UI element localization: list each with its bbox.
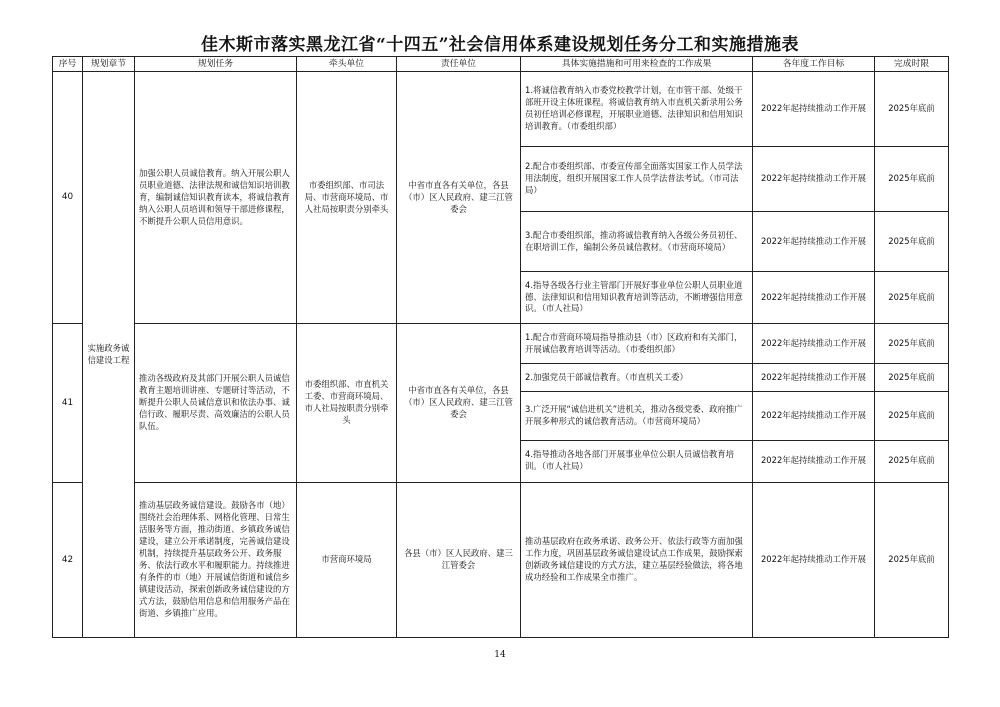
header-cell: 牵头单位 [297, 57, 397, 72]
row-number: 42 [53, 482, 83, 637]
document-title: 佳木斯市落实黑龙江省“十四五”社会信用体系建设规划任务分工和实施措施表 [200, 35, 800, 55]
goal-cell: 2022年起持续推动工作开展 [753, 72, 875, 147]
task-table [52, 56, 949, 638]
header-cell: 序号 [53, 57, 83, 72]
page-number: 14 [494, 650, 506, 660]
deadline-cell: 2025年底前 [875, 212, 949, 271]
header-cell: 具体实施措施和可用来检查的工作成果 [521, 57, 753, 72]
lead-unit-cell: 市委组织部、市司法局、市营商环境局、市人社局按职责分别牵头 [297, 72, 397, 324]
deadline-cell: 2025年底前 [875, 364, 949, 391]
responsible-unit-cell: 各县（市）区人民政府、建三江管委会 [397, 482, 521, 637]
deadline-cell: 2025年底前 [875, 482, 949, 637]
row-number: 40 [53, 72, 83, 324]
deadline-cell: 2025年底前 [875, 72, 949, 147]
goal-cell: 2022年起持续推动工作开展 [753, 324, 875, 364]
measure-cell: 2.加强党员干部诚信教育。（市直机关工委） [521, 364, 753, 391]
goal-cell: 2022年起持续推动工作开展 [753, 440, 875, 482]
chapter-cell: 实施政务诚信建设工程 [83, 72, 135, 638]
lead-unit-cell: 市委组织部、市直机关工委、市营商环境局、市人社局按职责分别牵头 [297, 324, 397, 482]
header-cell: 规划章节 [83, 57, 135, 72]
measure-cell: 3.配合市委组织部，推动将诚信教育纳入各级公务员初任、在职培训工作，编制公务员诚信教材。（市营商环境局） [521, 212, 753, 271]
table-row [53, 324, 949, 364]
deadline-cell: 2025年底前 [875, 146, 949, 211]
table-row [53, 72, 949, 147]
deadline-cell: 2025年底前 [875, 271, 949, 324]
measure-cell: 3.广泛开展“诚信进机关”进机关，推动各级党委、政府推广开展多种形式的诚信教育活动。（市营商环境局） [521, 391, 753, 440]
goal-cell: 2022年起持续推动工作开展 [753, 364, 875, 391]
measure-cell: 4.指导各级各行业主管部门开展好事业单位公职人员职业道德、法律知识和信用知识教育培训等活动，不断增强信用意识。（市人社局） [521, 271, 753, 324]
measure-cell: 4.指导推动各地各部门开展事业单位公职人员诚信教育培训。（市人社局） [521, 440, 753, 482]
header-cell: 完成时限 [875, 57, 949, 72]
goal-cell: 2022年起持续推动工作开展 [753, 391, 875, 440]
goal-cell: 2022年起持续推动工作开展 [753, 146, 875, 211]
table-header-row [53, 57, 949, 72]
goal-cell: 2022年起持续推动工作开展 [753, 271, 875, 324]
task-cell: 加强公职人员诚信教育。纳入开展公职人员职业道德、法律法规和诚信知识培训教育，编制诚信知识教育读本，将诚信教育纳入公职人员培训和领导干部进修课程，不断提升公职人员信用意识。 [135, 72, 297, 324]
lead-unit-cell: 市营商环境局 [297, 482, 397, 637]
deadline-cell: 2025年底前 [875, 391, 949, 440]
goal-cell: 2022年起持续推动工作开展 [753, 212, 875, 271]
goal-cell: 2022年起持续推动工作开展 [753, 482, 875, 637]
measure-cell: 1.将诚信教育纳入市委党校教学计划，在市管干部、处级干部班开设主体班课程。将诚信教育纳入市直机关新录用公务员初任培训必修课程，开展职业道德、法律知识和信用知识培训教育。（市委组织部） [521, 72, 753, 147]
row-number: 41 [53, 324, 83, 482]
measure-cell: 1.配合市营商环境局指导推动县（市）区政府和有关部门，开展诚信教育培训等活动。（市委组织部） [521, 324, 753, 364]
header-cell: 各年度工作目标 [753, 57, 875, 72]
measure-cell: 推动基层政府在政务承诺、政务公开、依法行政等方面加强工作力度，巩固基层政务诚信建设试点工作成果，鼓励探索创新政务诚信建设的方式方法，建立基层经验做法，将各地成功经验和工作成果全市推广。 [521, 482, 753, 637]
task-cell: 推动各级政府及其部门开展公职人员诚信教育主题培训讲座、专题研讨等活动，不断提升公职人员诚信意识和依法办事、诚信行政、履职尽责、高效廉洁的公职人员队伍。 [135, 324, 297, 482]
header-cell: 责任单位 [397, 57, 521, 72]
responsible-unit-cell: 中省市直各有关单位，各县（市）区人民政府、建三江管委会 [397, 72, 521, 324]
table-row [53, 482, 949, 637]
responsible-unit-cell: 中省市直各有关单位，各县（市）区人民政府、建三江管委会 [397, 324, 521, 482]
header-cell: 规划任务 [135, 57, 297, 72]
task-cell: 推动基层政务诚信建设。鼓励各市（地）围绕社会治理体系、网格化管理、日常生活服务等方面，推动街道、乡镇政务诚信建设，建立公开承诺制度，完善诚信建设机制，持续提升基层政务公开、政务服务、依法行政水平和履职能力。持续推进有条件的市（地）开展诚信街道和诚信乡镇建设活动，探索创新政务诚信建设的方式方法，鼓励信用信息和信用服务产品在街道、乡镇推广应用。 [135, 482, 297, 637]
deadline-cell: 2025年底前 [875, 440, 949, 482]
deadline-cell: 2025年底前 [875, 324, 949, 364]
measure-cell: 2.配合市委组织部、市委宣传部全面落实国家工作人员学法用法制度，组织开展国家工作人员学法普法考试。（市司法局） [521, 146, 753, 211]
